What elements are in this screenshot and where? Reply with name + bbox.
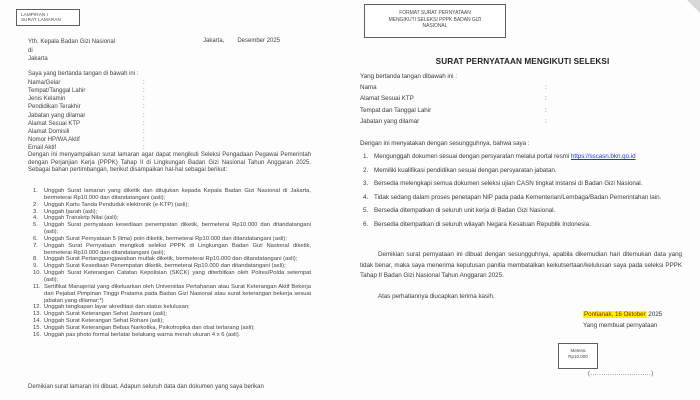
field-colon: :: [143, 88, 145, 95]
format-label-line1: FORMAT SURAT PERNYATAAN: [399, 10, 471, 16]
requirement-item: Unggah Surat Keterangan Bebas Narkotika, Psikotropika dan obat terlarang (asli);: [44, 324, 255, 331]
field-row: [28, 120, 145, 129]
requirement-item: Unggah Ijazah (asli);: [44, 208, 98, 215]
statement-fields: [360, 84, 547, 129]
requirement-item: Unggah Surat Kesediaan Penempatan diketik, bermeterai Rp10.000 dan ditandatangani (asli);: [44, 263, 286, 270]
signature-block: [583, 310, 662, 331]
signature-place-date: [583, 310, 662, 321]
field-label: Tempat dan Tanggal Lahir: [360, 106, 432, 114]
field-row: [360, 106, 547, 118]
dateline-date: Desember 2025: [237, 38, 281, 44]
requirement-item: Unggah tangkapan layar akreditasi dan status kelulusan;: [44, 304, 190, 311]
requirement-item: Unggah pas photo formal berlatar belakang warna merah ukuran 4 x 6 (asli).: [44, 331, 241, 338]
requirement-item: Unggah Surat lamaran yang diketik dan ditujukan kepada Kepala Badan Gizi Nasional di Jakarta, bermeterai Rp10.000 dan ditandatangani (asli);: [44, 188, 311, 201]
highlighted-place-date: Pontianak, 16 Oktober: [584, 311, 646, 318]
stamp-label-line1: Meterai: [570, 348, 586, 353]
declaration-item: Bersedia melengkapi semua dokumen seleksi ujian CASN tingkat instansi di Badan Gizi Nasional.: [374, 180, 643, 188]
dateline-city: Jakarta,: [203, 38, 225, 44]
format-label-line2: MENGIKUTI SELEKSI PPPK BADAN GIZI: [388, 16, 482, 23]
application-letter-page: [0, 0, 332, 400]
field-label: Nama: [360, 84, 377, 91]
field-row: [28, 88, 145, 96]
field-colon: :: [545, 84, 547, 91]
signature-name-placeholder: (............................): [588, 371, 654, 377]
field-row: [28, 128, 145, 137]
application-body-paragraph: Dengan ini menyampaikan surat lamaran agar dapat mengikuti Seleksi Pengadaan Pegawai Pemerintah dengan Perjanjian Kerja (PPPK) Tahap II di Lingkungan Badan Gizi Nasional Tahun Anggaran 2025. Sebagai bahan pertimbangan, berikut disampaikan hal-hal sebagai berikut:: [28, 152, 311, 174]
field-colon: :: [143, 112, 145, 119]
field-colon: :: [143, 120, 145, 127]
recipient-line: Jakarta: [28, 56, 48, 63]
declaration-item: Bersedia ditempatkan di seluruh wilayah Negara Kesatuan Republik Indonesia.: [374, 220, 591, 228]
declaration-item-text: Mengunggah dokumen sesuai dengan persyaratan melalui portal resmi: [374, 153, 571, 160]
field-label: Email Aktif: [28, 145, 57, 152]
applicant-intro-text: Saya yang bertanda tangan di bawah ini :: [28, 71, 139, 77]
format-label-line3: NASIONAL: [422, 23, 448, 30]
letter-dateline: [203, 38, 280, 44]
declaration-intro-text: Dengan ini menyatakan dengan sesungguhnya, bahwa saya :: [360, 140, 530, 147]
field-colon: :: [143, 96, 145, 103]
thanks-line: Atas perhatiannya diucapkan terima kasih.: [378, 293, 495, 300]
field-colon: :: [143, 80, 145, 86]
statement-letter-page: [345, 0, 700, 400]
format-label-box: [364, 4, 506, 38]
field-label: Alamat Sesuai KTP: [28, 120, 81, 127]
field-row: [360, 117, 547, 129]
declaration-item: [363, 152, 675, 162]
requirement-item: Unggah Surat Pertanggungjawaban mutlak diketik, bermeterai Rp10.000 dan ditandatangani (asli);: [44, 256, 298, 263]
attachment-label-box: [16, 9, 80, 26]
field-colon: :: [545, 117, 547, 125]
statement-intro-text: Yang bertanda tangan dibawah ini :: [360, 73, 457, 80]
field-colon: :: [143, 104, 145, 111]
page-curl-decoration: [687, 0, 700, 13]
declaration-list: [363, 152, 675, 234]
field-colon: :: [545, 95, 547, 103]
recipient-line: di: [28, 47, 33, 54]
requirement-item: Sertifikat Manajerial yang dikeluarkan oleh Universitas Pertahanan atau Surat Keterangan Aktif Bekerja dari Pejabat Pimpinan Tinggi Pratama pada Badan Gizi Nasional atau surat keterangan bekerja sesuai jabatan yang dilamar;*): [44, 283, 311, 304]
declaration-item: Tidak sedang dalam proses penetapan NIP pada pada Kementerian/Lembaga/Badan Pemerintahan lain.: [374, 193, 662, 201]
requirement-item: Unggah Surat Pernyataan mengikuti seleksi PPPK di Lingkungan Badan Gizi Nasional diketik, bermeterai Rp10.000 dan ditandatangani (asli);: [44, 242, 311, 256]
field-row: [28, 136, 145, 145]
statement-title: SURAT PERNYATAAN MENGIKUTI SELEKSI: [435, 57, 610, 66]
field-label: Alamat Domisili: [28, 128, 70, 135]
field-label: Jabatan yang dilamar: [28, 112, 86, 119]
signature-role: Yang membuat pernyataan: [583, 321, 658, 329]
field-row: [28, 112, 145, 121]
field-row: [28, 80, 145, 88]
field-label: Jenis Kelamin: [28, 96, 66, 103]
field-colon: :: [545, 106, 547, 114]
field-row: [28, 96, 145, 104]
field-label: Nomor HP/WA Aktif: [28, 136, 80, 143]
attachment-label-line1: LAMPIRAN I: [21, 12, 49, 17]
signature-year: 2025: [646, 311, 663, 318]
recipient-line: Yth. Kepala Badan Gizi Nasional: [28, 39, 116, 45]
requirement-item: Unggah Surat pernyataan kesediaan penempatan diketik, bermeterai Rp10.000 dan ditandatangani (asli);: [44, 222, 311, 236]
field-label: Pendidikan Terakhir: [28, 104, 81, 111]
field-label: Tempat/Tanggal Lahir: [28, 88, 86, 95]
declaration-item: Bersedia ditempatkan di seluruh unit kerja di Badan Gizi Nasional.: [374, 207, 556, 215]
field-row: [360, 84, 547, 95]
sscasn-portal-link[interactable]: https://sscasn.bkn.go.id: [570, 153, 636, 160]
field-colon: :: [143, 145, 145, 152]
requirement-item: Unggah Surat Keterangan Sehat Rohani (asli);: [44, 318, 164, 325]
applicant-fields: [28, 80, 145, 153]
requirement-item: Unggah Surat Keterangan Catatan Kepolisian (SKCK) yang diterbitkan oleh Polres/Polda setempat (asli);: [44, 270, 311, 283]
field-colon: :: [143, 128, 145, 135]
recipient-address: [28, 38, 115, 64]
declaration-item: Memiliki kualifikasi pendidikan sesuai dengan persyaratan jabatan.: [374, 166, 557, 174]
attachment-label-line2: SURAT LAMARAN: [21, 17, 61, 23]
field-row: [28, 104, 145, 112]
requirement-item: Unggah Transkrip Nilai (asli);: [44, 215, 119, 222]
statement-closing-paragraph: Demikian surat pernyataan ini dibuat dengan sesungguhnya, apabila dikemudian hari ditemukan data yang tidak benar, maka saya menerima keputusan panitia membatalkan keikutsertaan/kelulusan saya pada seleksi PPPK Tahap II Badan Gizi Nasional Tahun Anggaran 2025.: [360, 251, 682, 280]
requirement-item: Unggah Kartu Tanda Penduduk elektronik (e-KTP) (asli);: [44, 201, 189, 208]
requirement-item: Unggah Surat Keterangan Sehat Jasmani (asli);: [44, 311, 168, 318]
requirement-item: Unggah Surat Pernyataan 5 (lima) poin diketik, bermeterai Rp10.000 dan ditandatangani (asli);: [44, 235, 287, 242]
field-label: Alamat Sesuai KTP: [360, 95, 414, 103]
field-label: Jabatan yang dilamar: [360, 117, 420, 125]
field-label: Nama/Gelar: [28, 80, 61, 86]
duty-stamp-box: [558, 343, 598, 369]
requirements-list: [33, 188, 311, 339]
field-colon: :: [143, 136, 145, 143]
stamp-label-line2: Rp10.000: [568, 353, 588, 359]
field-row: [360, 95, 547, 106]
application-closing-line: Demikian surat lamaran ini dibuat. Adapun seluruh data dan dokumen yang saya berikan: [28, 384, 264, 390]
